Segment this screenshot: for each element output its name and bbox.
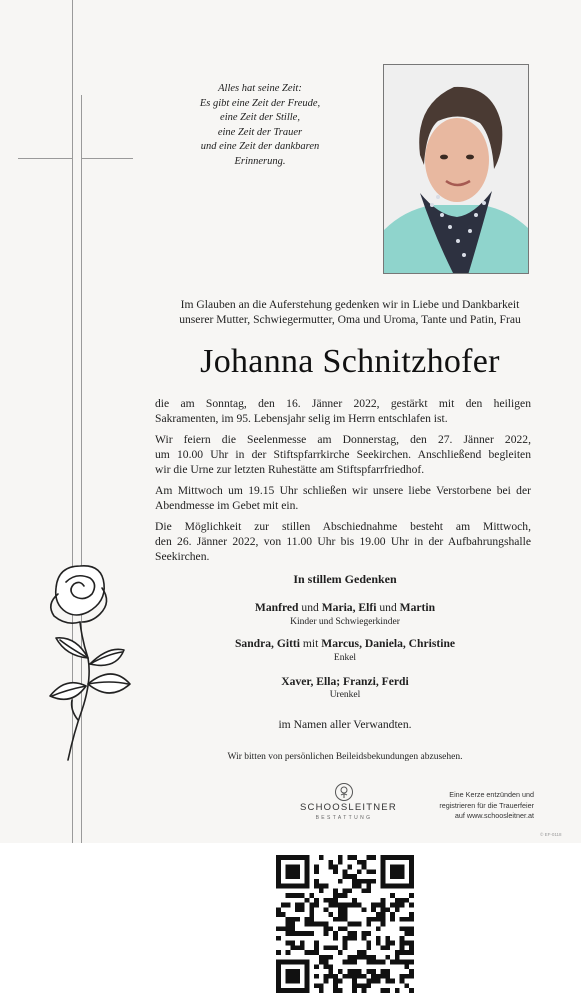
brand-name: SCHOOSLEITNER <box>300 802 397 813</box>
mourner-names: Maria, Elfi <box>321 601 377 614</box>
paragraph-line: wir die Urne zur letzten Ruhestätte am Stiftspfarrfriedhof. <box>155 463 425 476</box>
qr-code-icon[interactable] <box>276 855 414 993</box>
mourner-group-children <box>150 601 540 614</box>
mourner-connector: und <box>298 601 322 614</box>
paragraph-line: Die Möglichkeit zur stillen Abschiednahme besteht am Mittwoch, <box>155 520 531 533</box>
mourner-names: Sandra, Gitti <box>234 637 301 650</box>
intro-line: Im Glauben an die Auferstehung gedenken wir in Liebe und Dankbarkeit <box>180 298 520 311</box>
mourning-heading: In stillem Gedenken <box>293 572 397 586</box>
intro-text <box>150 297 550 327</box>
paragraph-line: die am Sonntag, den 16. Jänner 2022, gestärkt mit den heiligen <box>155 397 531 410</box>
candle-note-line: Eine Kerze entzünden und <box>449 790 534 799</box>
paragraph-line: Seekirchen. <box>155 550 210 563</box>
verse-line: eine Zeit der Stille, <box>220 112 300 123</box>
mourner-names: Martin <box>399 601 436 614</box>
paragraph-line: um 10.00 Uhr in der Stiftspfarrkirche Seekirchen. Anschließend begleiten <box>155 448 531 461</box>
mourner-group-great-grandchildren <box>150 675 540 688</box>
mourner-connector: mit <box>300 637 322 650</box>
mourner-names: Xaver, Ella; Franzi, Ferdi <box>281 675 409 688</box>
death-notice-paragraph <box>155 396 531 426</box>
mourner-group-grandchildren <box>150 637 540 650</box>
funeral-mass-paragraph <box>155 432 531 477</box>
brand-logo-icon <box>334 782 354 802</box>
verse-line: Alles hat seine Zeit: <box>218 83 302 94</box>
relatives-line: im Namen aller Verwandten. <box>278 718 412 731</box>
mourner-names: Marcus, Daniela, Christine <box>321 637 456 650</box>
cross-horizontal-left <box>18 158 73 159</box>
rose-icon <box>36 560 136 770</box>
farewell-paragraph <box>155 519 531 564</box>
candle-note-link[interactable]: auf www.schoosleitner.at <box>454 811 534 820</box>
mourner-names: Manfred <box>254 601 299 614</box>
candle-note-line: registrieren für die Trauerfeier <box>439 800 534 810</box>
paragraph-line: Abendmesse im Gebet mit ein. <box>155 499 299 512</box>
paragraph-line: den 26. Jänner 2022, von 11.00 Uhr bis 19.00 Uhr in der Aufbahrungshalle <box>155 535 531 548</box>
verse-line: eine Zeit der Trauer <box>217 126 303 138</box>
paragraph-line: Am Mittwoch um 19.15 Uhr schließen wir unsere liebe Verstorbene bei der <box>155 484 531 497</box>
intro-line: unserer Mutter, Schwiegermutter, Oma und Uroma, Tante und Patin, Frau <box>179 313 521 326</box>
verse-line: Es gibt eine Zeit der Freude, <box>199 97 321 109</box>
verse <box>150 82 370 169</box>
brand-subtitle: BESTATTUNG <box>315 815 373 821</box>
verse-line: und eine Zeit der dankbaren <box>200 141 320 152</box>
condolence-note: Wir bitten von persönlichen Beileidsbekundungen abzusehen. <box>227 752 463 762</box>
evening-mass-paragraph <box>155 483 531 513</box>
mourner-role: Urenkel <box>329 690 361 700</box>
document-code: © EF-0118 <box>540 832 562 837</box>
deceased-name: Johanna Schnitzhofer <box>200 343 500 380</box>
portrait-illustration <box>384 65 529 274</box>
candle-note <box>410 790 534 822</box>
verse-line: Erinnerung. <box>234 155 286 167</box>
mourner-role: Enkel <box>333 653 357 663</box>
mourner-connector: und <box>376 601 400 614</box>
paragraph-line: Wir feiern die Seelenmesse am Donnerstag, den 27. Jänner 2022, <box>155 433 531 446</box>
paragraph-line: Sakramenten, im 95. Lebensjahr selig im Herrn entschlafen ist. <box>155 412 448 425</box>
portrait-photo <box>383 64 529 274</box>
cross-horizontal-right <box>81 158 133 159</box>
mourner-role: Kinder und Schwiegerkinder <box>290 617 400 627</box>
